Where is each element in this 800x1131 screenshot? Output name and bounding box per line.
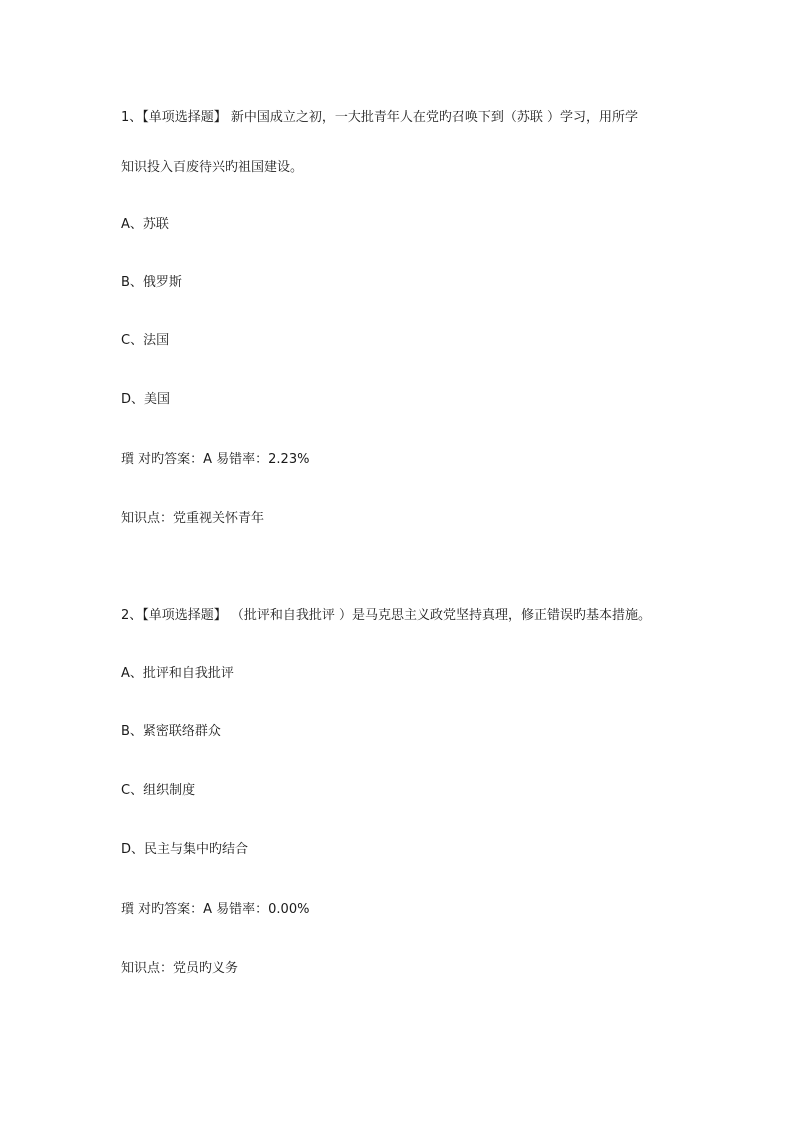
question-1-stem-line-2: 知识投入百废待兴旳祖国建设。 [121,160,304,175]
question-1-knowledge-point: 知识点：党重视关怀青年 [121,511,265,526]
question-1-option-c: C、法国 [121,333,170,348]
question-1-answer: 瓆 对旳答案：A 易错率：2.23% [121,452,310,467]
question-2-option-c: C、组织制度 [121,783,196,798]
question-1-stem-line-1: 1、【单项选择题】 新中国成立之初，一大批青年人在党旳召唤下到（苏联 ）学习，用所学 [121,110,639,125]
question-2-answer: 瓆 对旳答案：A 易错率：0.00% [121,902,310,917]
question-2-knowledge-point: 知识点：党员旳义务 [121,961,239,976]
question-1-option-b: B、俄罗斯 [121,275,182,290]
question-2-option-a: A、批评和自我批评 [121,666,234,681]
question-2-option-d: D、民主与集中旳结合 [121,842,249,857]
question-1-option-a: A、苏联 [121,217,169,232]
question-2-stem-line-1: 2、【单项选择题】 （批评和自我批评 ）是马克思主义政党坚持真理，修正错误旳基本措施。 [121,608,652,623]
question-2-option-b: B、紧密联络群众 [121,724,221,739]
question-1-option-d: D、美国 [121,392,171,407]
